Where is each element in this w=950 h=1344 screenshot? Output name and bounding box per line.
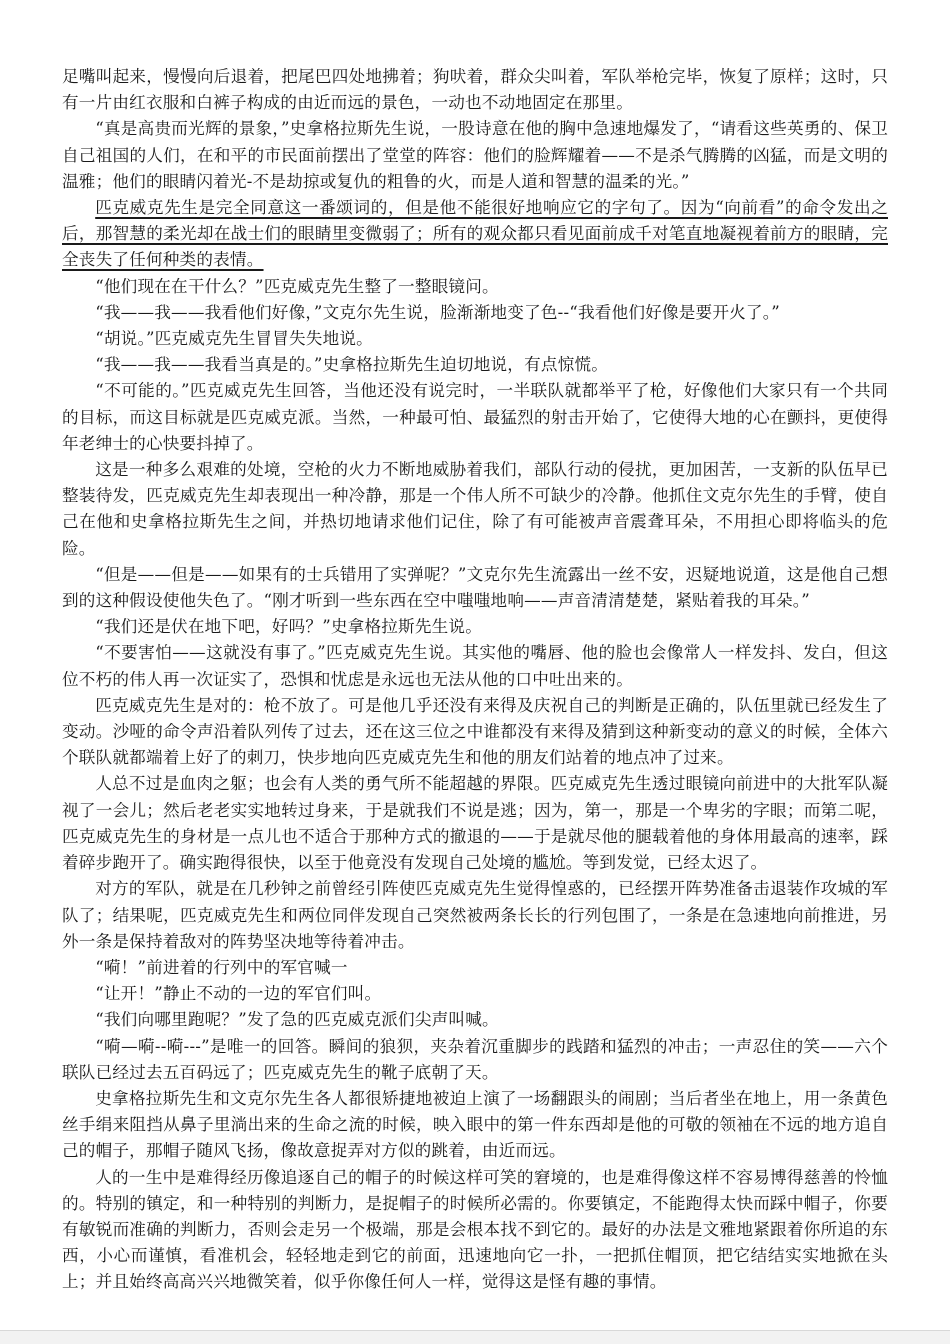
paragraph: “胡说。”匹克威克先生冒冒失失地说。 bbox=[95, 329, 373, 349]
paragraph: “我——我——我看他们好像，”文克尔先生说，脸渐渐地变了色--“我看他们好像是要开火了。” bbox=[95, 302, 780, 322]
paragraph: “嗬！”前进着的行列中的军官喊一 bbox=[95, 957, 348, 977]
document-body bbox=[62, 64, 888, 1296]
paragraph: “嗬—嗬--嗬---”是唯一的回答。瞬间的狼狈，夹杂着沉重脚步的践踏和猛烈的冲击；一声忍住的笑——六个联队已经过去五百码远了；匹克威克先生的靴子底朝了天。 bbox=[62, 1036, 888, 1082]
paragraph: “不要害怕——这就没有事了。”匹克威克先生说。其实他的嘴唇、他的脸也会像常人一样发抖、发白，但这位不朽的伟人再一次证实了，恐惧和忧虑是永远也无法从他的口中吐出来的。 bbox=[62, 643, 888, 689]
paragraph: 史拿格拉斯先生和文克尔先生各人都很矫捷地被迫上演了一场翻跟头的闹剧；当后者坐在地上，用一条黄色丝手绢来阻挡从鼻子里淌出来的生命之流的时候，映入眼中的第一件东西却是他的可敬的领袖在不远的地方追自己的帽子，那帽子随风飞扬，像故意捉弄对方似的跳着，由近而远。 bbox=[62, 1088, 888, 1161]
underlined-paragraph: 匹克威克先生是完全同意这一番颂词的，但是他不能很好地响应它的字句了。因为“向前看”的命令发出之后，那智慧的柔光却在战士们的眼睛里变微弱了；所有的观众都只看见面前成千对笔直地凝视着前方的眼睛，完全丧失了任何种类的表情。 bbox=[62, 198, 888, 270]
paragraph: 匹克威克先生是对的：枪不放了。可是他几乎还没有来得及庆祝自己的判断是正确的，队伍里就已经发生了变动。沙哑的命令声沿着队列传了过去，还在这三位之中谁都没有来得及猜到这种新变动的意义的时候，全体六个联队就都端着上好了的刺刀，快步地向匹克威克先生和他的朋友们站着的地点冲了过来。 bbox=[62, 695, 888, 768]
paragraph: “但是——但是——如果有的士兵错用了实弹呢？”文克尔先生流露出一丝不安，迟疑地说道，这是他自己想到的这种假设使他失色了。“刚才听到一些东西在空中嗤嗤地响——声音清清楚楚，紧贴着我的耳朵。” bbox=[62, 564, 888, 611]
paragraph: 足嘴叫起来，慢慢向后退着，把尾巴四处地拂着；狗吠着，群众尖叫着，军队举枪完毕，恢复了原样；这时，只有一片由红衣服和白裤子构成的由近而远的景色，一动也不动地固定在那里。 bbox=[62, 67, 888, 113]
paragraph: “让开！”静止不动的一边的军官们叫。 bbox=[95, 984, 382, 1004]
paragraph: “他们现在在干什么？”匹克威克先生整了一整眼镜问。 bbox=[95, 276, 499, 296]
paragraph: “我们向哪里跑呢？”发了急的匹克威克派们尖声叫喊。 bbox=[95, 1010, 499, 1030]
paragraph: “我——我——我看当真是的。”史拿格拉斯先生迫切地说，有点惊慌。 bbox=[95, 355, 609, 375]
paragraph: “我们还是伏在地下吧，好吗？”史拿格拉斯先生说。 bbox=[95, 617, 483, 637]
paragraph: “真是高贵而光辉的景象，”史拿格拉斯先生说，一股诗意在他的胸中急速地爆发了，“请看这些英勇的、保卫自己祖国的人们，在和平的市民面前摆出了堂堂的阵容：他们的脸辉耀着——不是杀气腾腾的凶猛，而是文明的温雅；他们的眼睛闪着光-不是劫掠或复仇的粗鲁的火，而是人道和智慧的温柔的光。” bbox=[62, 119, 888, 191]
paragraph: 这是一种多么艰难的处境，空枪的火力不断地威胁着我们，部队行动的侵扰，更加困苦，一支新的队伍早已整装待发，匹克威克先生却表现出一种冷静，那是一个伟人所不可缺少的冷静。他抓住文克尔先生的手臂，使自己在他和史拿格拉斯先生之间，并热切地请求他们记住，除了有可能被声音震聋耳朵，不用担心即将临头的危险。 bbox=[62, 460, 888, 558]
paragraph: 人总不过是血肉之躯；也会有人类的勇气所不能超越的界限。匹克威克先生透过眼镜向前进中的大批军队凝视了一会儿；然后老老实实地转过身来，于是就我们不说是逃；因为，第一，那是一个卑劣的字眼；而第二呢，匹克威克先生的身材是一点儿也不适合于那种方式的撤退的——于是就尽他的腿载着他的身体用最高的速率，踩着碎步跑开了。确实跑得很快，以至于他竟没有发现自己处境的尴尬。等到发觉，已经太迟了。 bbox=[62, 774, 888, 873]
paragraph: “不可能的。”匹克威克先生回答，当他还没有说完时，一半联队就都举平了枪，好像他们大家只有一个共同的目标，而这目标就是匹克威克派。当然，一种最可怕、最猛烈的射击开始了，它使得大地的心在颤抖，更使得年老绅士的心快要抖掉了。 bbox=[62, 381, 888, 453]
page-bottom-edge bbox=[0, 1330, 950, 1344]
paragraph: 对方的军队，就是在几秒钟之前曾经引阵使匹克威克先生觉得惶惑的，已经摆开阵势准备击退装作攻城的军队了；结果呢，匹克威克先生和两位同伴发现自己突然被两条长长的行列包围了，一条是在急速地向前推进，另外一条是保持着敌对的阵势坚决地等待着冲击。 bbox=[62, 879, 888, 951]
paragraph: 人的一生中是难得经历像追逐自己的帽子的时候这样可笑的窘境的，也是难得像这样不容易博得慈善的怜恤的。特别的镇定，和一种特别的判断力，是捉帽子的时候所必需的。你要镇定，不能跑得太快而踩中帽子，你要有敏锐而准确的判断力，否则会走另一个极端，那是会根本找不到它的。最好的办法是文雅地紧跟着你所追的东西，小心而谨慎，看准机会，轻轻地走到它的前面，迅速地向它一扑，一把抓住帽顶，把它结结实实地掀在头上；并且始终高高兴兴地微笑着，似乎你像任何人一样，觉得这是怪有趣的事情。 bbox=[62, 1167, 888, 1292]
